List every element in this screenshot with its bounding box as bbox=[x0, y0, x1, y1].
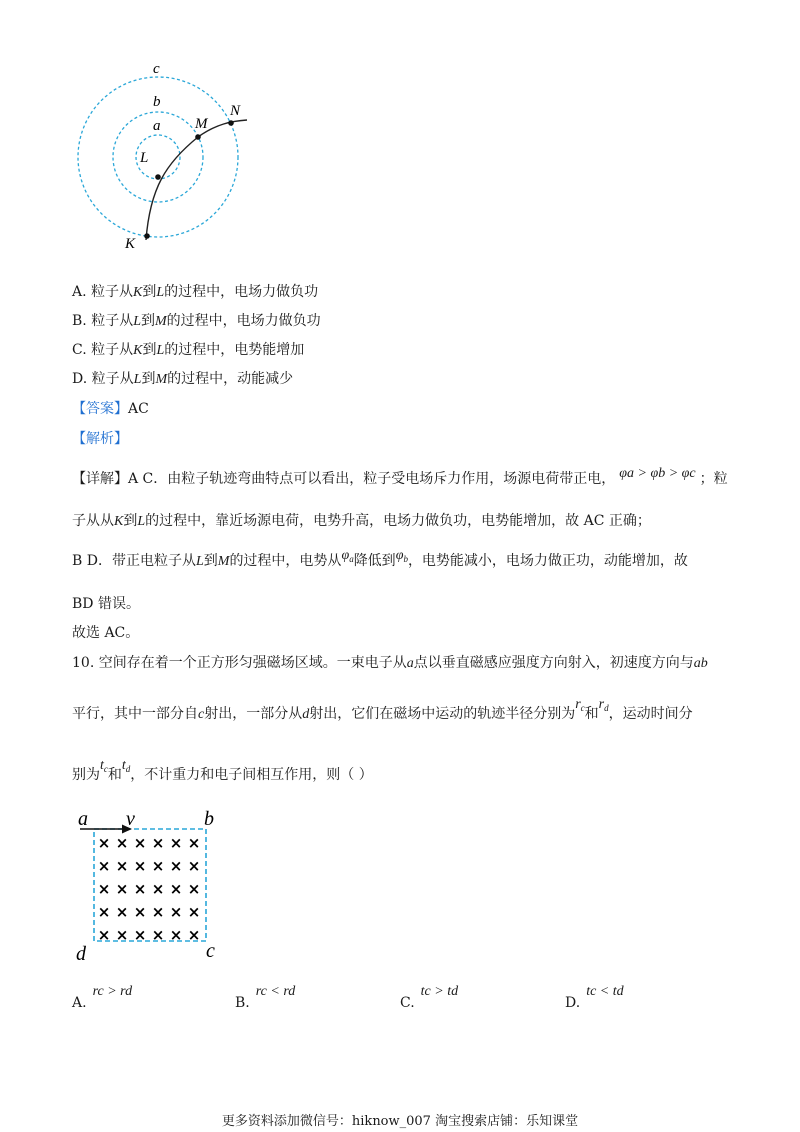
field-cross: × bbox=[169, 926, 183, 944]
detail-line-3: B D．带正电粒子从L到M的过程中，电势从$\varphi_a$降低到$\varphi_b$，电势能减小，电场力做正功，动能增加，故 bbox=[72, 548, 688, 569]
field-cross: × bbox=[169, 903, 183, 921]
option-D: D. 粒子从L到M的过程中，动能减少 bbox=[72, 371, 294, 387]
answer-tag: 【答案】 bbox=[72, 401, 128, 417]
field-cross: × bbox=[97, 926, 111, 944]
detail-line-5: 故选 AC。 bbox=[72, 625, 140, 641]
detail-line-4: BD 错误。 bbox=[72, 596, 140, 612]
field-cross: × bbox=[151, 834, 165, 852]
label-a: a bbox=[78, 808, 88, 830]
field-cross: × bbox=[151, 903, 165, 921]
field-cross: × bbox=[151, 926, 165, 944]
label-M: M bbox=[195, 116, 208, 132]
label-c: c bbox=[153, 61, 160, 77]
point-N bbox=[228, 120, 234, 126]
field-cross: × bbox=[169, 880, 183, 898]
label-L: L bbox=[140, 150, 149, 166]
detail-line-2: 子从从K到L的过程中，靠近场源电荷，电势升高，电场力做负功，电势能增加，故 AC 正确； bbox=[72, 513, 651, 529]
field-cross: × bbox=[133, 880, 147, 898]
detail-tag: 【详解】 bbox=[72, 471, 128, 487]
phi-b: $\varphi_b$ bbox=[395, 548, 408, 564]
phi-inequality: φa > φb > φc bbox=[619, 466, 696, 481]
answer-line bbox=[72, 400, 149, 418]
field-cross: × bbox=[187, 857, 201, 875]
phi-a: $\varphi_a$ bbox=[341, 548, 354, 564]
label-b: b bbox=[153, 94, 161, 110]
t-d: $t_d$ bbox=[121, 758, 131, 774]
label-d: d bbox=[76, 943, 86, 965]
option-C: C. 粒子从K到L的过程中，电势能增加 bbox=[72, 342, 305, 358]
field-cross: × bbox=[133, 834, 147, 852]
field-cross: × bbox=[97, 880, 111, 898]
q10-line-2: 平行，其中一部分自c射出，一部分从d射出，它们在磁场中运动的轨迹半径分别为$r_c$和$r_d$，运动时间分 bbox=[72, 697, 693, 722]
t-c: $t_c$ bbox=[100, 758, 108, 774]
label-a: a bbox=[153, 118, 161, 134]
detail-line-1: 【详解】A C．由粒子轨迹弯曲特点可以看出，粒子受电场斥力作用，场源电荷带正电， φa > φb > φc ；粒 bbox=[72, 466, 728, 487]
q10-line-3: 别为$t_c$和$t_d$，不计重力和电子间相互作用，则（ ） bbox=[72, 758, 373, 783]
field-cross: × bbox=[133, 857, 147, 875]
option-B: B. 粒子从L到M的过程中，电场力做负功 bbox=[72, 313, 321, 329]
field-cross: × bbox=[115, 857, 129, 875]
field-crosses bbox=[98, 834, 201, 944]
label-c: c bbox=[206, 940, 215, 962]
label-b: b bbox=[204, 808, 214, 830]
q10-option-C[interactable]: C.tc > td bbox=[400, 984, 459, 1011]
point-L bbox=[155, 174, 161, 180]
field-cross: × bbox=[115, 880, 129, 898]
option-A: A. 粒子从K到L的过程中，电场力做负功 bbox=[72, 284, 319, 300]
field-cross: × bbox=[187, 880, 201, 898]
field-cross: × bbox=[97, 857, 111, 875]
label-v: v bbox=[126, 808, 135, 830]
field-cross: × bbox=[115, 834, 129, 852]
field-cross: × bbox=[151, 857, 165, 875]
field-cross: × bbox=[133, 926, 147, 944]
analysis-line bbox=[72, 430, 128, 448]
label-K: K bbox=[125, 236, 136, 252]
q10-option-B[interactable]: B.rc < rd bbox=[235, 984, 296, 1011]
equipotential-figure bbox=[70, 58, 260, 258]
field-cross: × bbox=[187, 926, 201, 944]
r-c: $r_c$ bbox=[575, 697, 585, 713]
field-cross: × bbox=[187, 834, 201, 852]
q10-option-A[interactable]: A.rc > rd bbox=[72, 984, 133, 1011]
field-cross: × bbox=[187, 903, 201, 921]
footer-text: 更多资料添加微信号：hiknow_007 淘宝搜索店铺：乐知课堂 bbox=[221, 1114, 579, 1129]
field-cross: × bbox=[169, 857, 183, 875]
analysis-tag: 【解析】 bbox=[72, 431, 128, 447]
field-cross: × bbox=[97, 834, 111, 852]
field-cross: × bbox=[151, 880, 165, 898]
field-cross: × bbox=[169, 834, 183, 852]
point-K bbox=[144, 233, 150, 239]
r-d: $r_d$ bbox=[598, 697, 609, 713]
field-cross: × bbox=[115, 926, 129, 944]
magnetic-field-figure bbox=[70, 805, 230, 970]
q10-option-D[interactable]: D.tc < td bbox=[565, 984, 624, 1011]
q10-line-1: 10. 空间存在着一个正方形匀强磁场区域。一束电子从a点以垂直磁感应强度方向射入，初速度方向与ab bbox=[72, 655, 708, 671]
label-N: N bbox=[230, 103, 241, 119]
answer-value: AC bbox=[128, 401, 149, 417]
field-cross: × bbox=[115, 903, 129, 921]
point-M bbox=[195, 134, 201, 140]
field-cross: × bbox=[97, 903, 111, 921]
field-cross: × bbox=[133, 903, 147, 921]
